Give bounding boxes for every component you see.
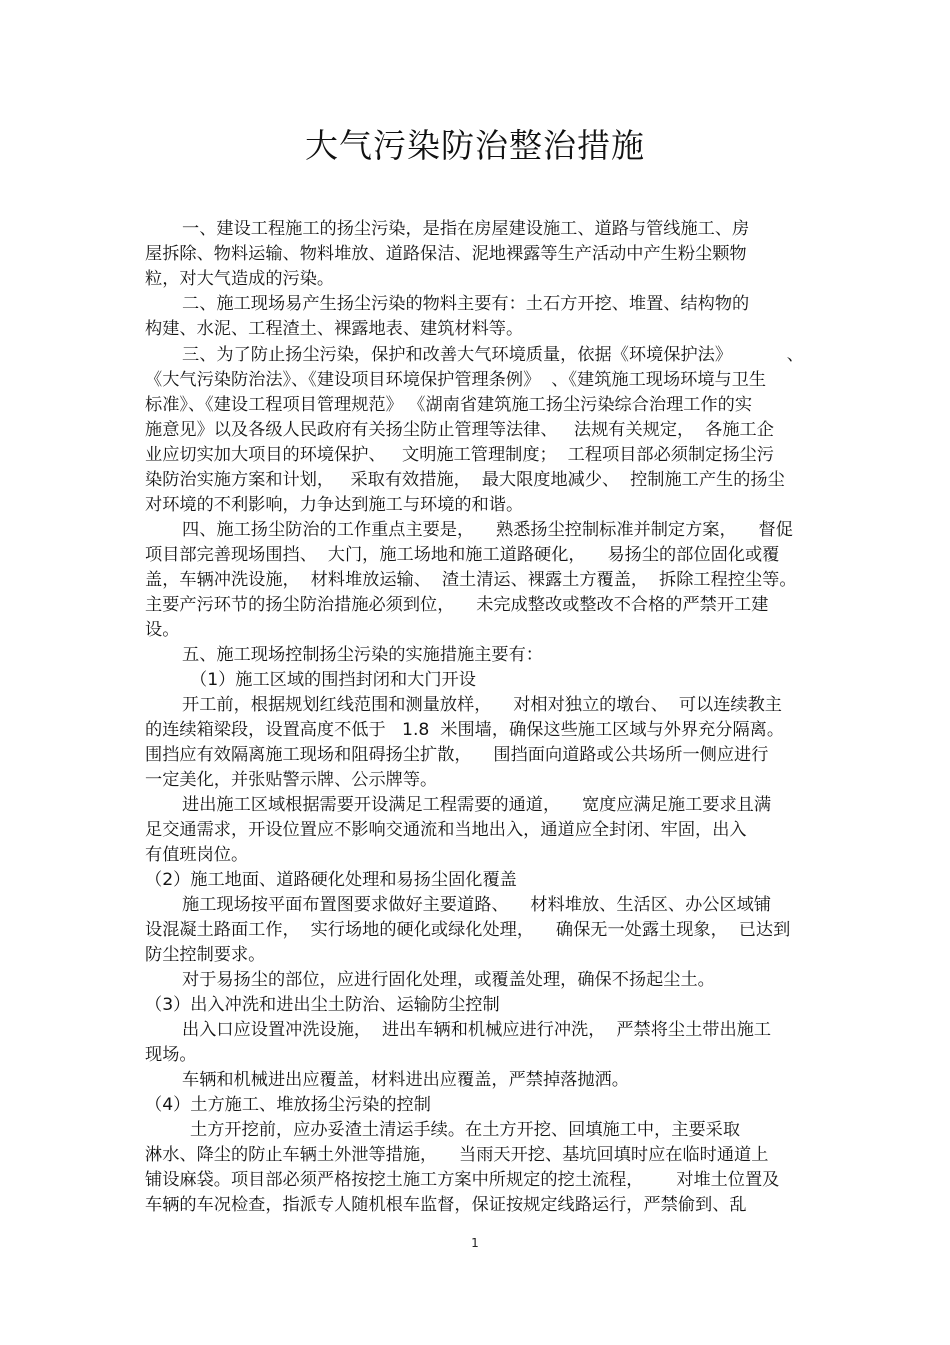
paragraph-line: 设混凝土路面工作， 实行场地的硬化或绿化处理， 确保无一处露土现象， 已达到 [145, 920, 791, 940]
subsection-heading: （2）施工地面、道路硬化处理和易扬尘固化覆盖 [145, 870, 517, 890]
subsection-heading: （4）土方施工、堆放扬尘污染的控制 [145, 1095, 431, 1115]
paragraph-line: 车辆和机械进出应覆盖，材料进出应覆盖，严禁掉落抛洒。 [182, 1070, 629, 1090]
paragraph-line: 四、施工扬尘防治的工作重点主要是， 熟悉扬尘控制标准并制定方案， 督促 [182, 520, 793, 540]
paragraph-line: 有值班岗位。 [145, 845, 249, 865]
paragraph-line: 染防治实施方案和计划， 采取有效措施， 最大限度地减少、 控制施工产生的扬尘 [145, 470, 785, 490]
paragraph-line: 开工前，根据规划红线范围和测量放样， 对相对独立的墩台、 可以连续教主 [182, 695, 782, 715]
document-title: 大气污染防治整治措施 [305, 126, 645, 165]
paragraph-line: 屋拆除、物料运输、物料堆放、道路保洁、泥地裸露等生产活动中产生粉尘颗物 [145, 244, 747, 264]
paragraph-line: 进出施工区域根据需要开设满足工程需要的通道， 宽度应满足施工要求且满 [182, 795, 772, 815]
paragraph-line: 土方开挖前，应办妥渣土清运手续。在土方开挖、回填施工中，主要采取 [190, 1120, 741, 1140]
paragraph-line: 一、建设工程施工的扬尘污染，是指在房屋建设施工、道路与管线施工、房 [182, 219, 750, 239]
paragraph-line: 的连续箱梁段，设置高度不低于 1.8 米围墙，确保这些施工区域与外界充分隔离。 [145, 720, 785, 740]
paragraph-line: 铺设麻袋。项目部必须严格按挖土施工方案中所规定的挖土流程， 对堆土位置及 [145, 1170, 780, 1190]
paragraph-line: 出入口应设置冲洗设施， 进出车辆和机械应进行冲洗， 严禁将尘土带出施工 [182, 1020, 772, 1040]
paragraph-line: 主要产污环节的扬尘防治措施必须到位， 未完成整改或整改不合格的严禁开工建 [145, 595, 769, 615]
paragraph-line: 现场。 [145, 1045, 197, 1065]
paragraph-line: 标准》、《建设工程项目管理规范》 《湖南省建筑施工扬尘污染综合治理工作的实 [145, 395, 753, 415]
subsection-heading: （1）施工区域的围挡封闭和大门开设 [190, 670, 476, 690]
paragraph-line: 对于易扬尘的部位，应进行固化处理，或覆盖处理，确保不扬起尘土。 [182, 970, 715, 990]
paragraph-line: 施意见》以及各级人民政府有关扬尘防止管理等法律、 法规有关规定， 各施工企 [145, 420, 774, 440]
paragraph-line: 一定美化，并张贴警示牌、公示牌等。 [145, 770, 438, 790]
page-number: 1 [471, 1236, 479, 1250]
paragraph-line: 围挡应有效隔离施工现场和阻碍扬尘扩散， 围挡面向道路或公共场所一侧应进行 [145, 745, 769, 765]
paragraph-line: 业应切实加大项目的环境保护、 文明施工管理制度； 工程项目部必须制定扬尘污 [145, 445, 774, 465]
paragraph-line: 设。 [145, 620, 180, 640]
paragraph-line: 盖，车辆冲洗设施， 材料堆放运输、 渣土清运、裸露土方覆盖， 拆除工程控尘等。 [145, 570, 797, 590]
paragraph-line: 构建、水泥、工程渣土、裸露地表、建筑材料等。 [145, 319, 524, 339]
paragraph-line: 三、为了防止扬尘污染，保护和改善大气环境质量，依据《环境保护法》 、 [182, 345, 804, 365]
paragraph-line: 防尘控制要求。 [145, 945, 266, 965]
paragraph-line: 淋水、降尘的防止车辆土外泄等措施， 当雨天开挖、基坑回填时应在临时通道上 [145, 1145, 769, 1165]
paragraph-line: 粒，对大气造成的污染。 [145, 269, 335, 289]
paragraph-line: 二、施工现场易产生扬尘污染的物料主要有：土石方开挖、堆置、结构物的 [182, 294, 750, 314]
paragraph-line: 车辆的车况检查，指派专人随机根车监督，保证按规定线路运行，严禁偷到、乱 [145, 1195, 747, 1215]
paragraph-line: 足交通需求，开设位置应不影响交通流和当地出入，通道应全封闭、牢固，出入 [145, 820, 747, 840]
paragraph-line: 《大气污染防治法》、《建设项目环境保护管理条例》 、《建筑施工现场环境与卫生 [145, 370, 767, 390]
paragraph-line: 项目部完善现场围挡、 大门，施工场地和施工道路硬化， 易扬尘的部位固化或覆 [145, 545, 780, 565]
paragraph-line: 施工现场按平面布置图要求做好主要道路、 材料堆放、生活区、办公区域铺 [182, 895, 772, 915]
section-heading: 五、施工现场控制扬尘污染的实施措施主要有： [182, 645, 543, 665]
subsection-heading: （3）出入冲洗和进出尘土防治、运输防尘控制 [145, 995, 500, 1015]
paragraph-line: 对环境的不利影响，力争达到施工与环境的和谐。 [145, 495, 524, 515]
